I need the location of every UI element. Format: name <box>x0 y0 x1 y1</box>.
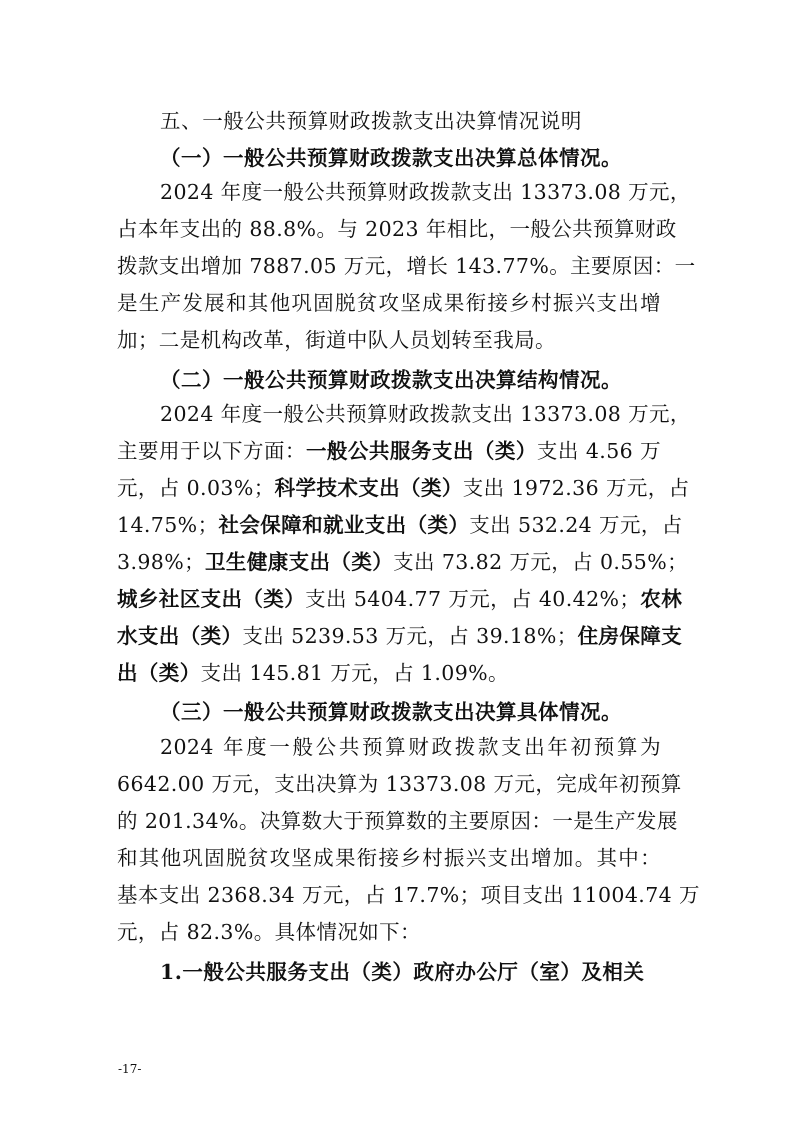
text-span: 支出 4.56 万 <box>536 439 662 463</box>
paragraph-line <box>117 548 688 576</box>
section-title: 五、一般公共预算财政拨款支出决算情况说明 <box>160 109 582 133</box>
paragraph-line: 2024 年度一般公共预算财政拨款支出 13373.08 万元， <box>160 402 691 426</box>
paragraph-line: 2024 年度一般公共预算财政拨款支出 13373.08 万元， <box>160 180 691 204</box>
text-span: 支出 145.81 万元，占 1.09%。 <box>200 661 509 685</box>
bold-category: 科学技术支出（类） <box>274 476 463 500</box>
page-number: -17- <box>118 1062 142 1076</box>
item-heading-1: 1.一般公共服务支出（类）政府办公厅（室）及相关 <box>160 960 645 984</box>
subsection-heading-1: （一）一般公共预算财政拨款支出决算总体情况。 <box>160 146 622 170</box>
paragraph-line: 基本支出 2368.34 万元，占 17.7%；项目支出 11004.74 万 <box>117 883 700 907</box>
text-span: 3.98%； <box>117 550 206 574</box>
bold-category: 社会保障和就业支出（类） <box>218 513 470 537</box>
paragraph-line: 的 201.34%。决算数大于预算数的主要原因：一是生产发展 <box>117 809 678 833</box>
text-span: 主要用于以下方面： <box>117 439 306 463</box>
bold-category: 出（类） <box>117 661 201 685</box>
text-span: 支出 532.24 万元，占 <box>469 513 683 537</box>
paragraph-line: 占本年支出的 88.8%。与 2023 年相比，一般公共预算财政 <box>117 217 677 241</box>
paragraph-line: 元，占 82.3%。具体情况如下： <box>117 920 421 944</box>
paragraph-line: 是生产发展和其他巩固脱贫攻坚成果衔接乡村振兴支出增 <box>117 291 661 315</box>
paragraph-line <box>117 585 683 613</box>
text-span: 元，占 0.03%； <box>117 476 275 500</box>
text-span: 支出 5404.77 万元，占 40.42%； <box>305 587 641 611</box>
subsection-heading-3: （三）一般公共预算财政拨款支出决算具体情况。 <box>160 700 622 724</box>
subsection-heading-2: （二）一般公共预算财政拨款支出决算结构情况。 <box>160 368 622 392</box>
paragraph-line <box>117 659 661 687</box>
paragraph-line: 拨款支出增加 7887.05 万元，增长 143.77%。主要原因：一 <box>117 254 696 278</box>
text-span: 支出 5239.53 万元，占 39.18%； <box>242 624 578 648</box>
paragraph-line <box>117 622 683 650</box>
bold-category: 卫生健康支出（类） <box>205 550 394 574</box>
paragraph-line <box>117 511 683 539</box>
paragraph-line <box>117 437 661 465</box>
text-span: 支出 73.82 万元，占 0.55%； <box>393 550 688 574</box>
text-span: 支出 1972.36 万元，占 <box>462 476 690 500</box>
paragraph-line <box>117 474 690 502</box>
text-span: 14.75%； <box>117 513 219 537</box>
bold-category: 住房保障支 <box>577 624 683 648</box>
paragraph-line: 加；二是机构改革，街道中队人员划转至我局。 <box>117 328 556 352</box>
paragraph-line: 6642.00 万元，支出决算为 13373.08 万元，完成年初预算 <box>117 772 682 796</box>
paragraph-line: 和其他巩固脱贫攻坚成果衔接乡村振兴支出增加。其中： <box>117 846 661 870</box>
bold-category: 农林 <box>640 587 683 611</box>
paragraph-line: 2024 年度一般公共预算财政拨款支出年初预算为 <box>160 735 661 759</box>
bold-category: 城乡社区支出（类） <box>117 587 306 611</box>
bold-category: 一般公共服务支出（类） <box>305 439 537 463</box>
bold-category: 水支出（类） <box>117 624 243 648</box>
